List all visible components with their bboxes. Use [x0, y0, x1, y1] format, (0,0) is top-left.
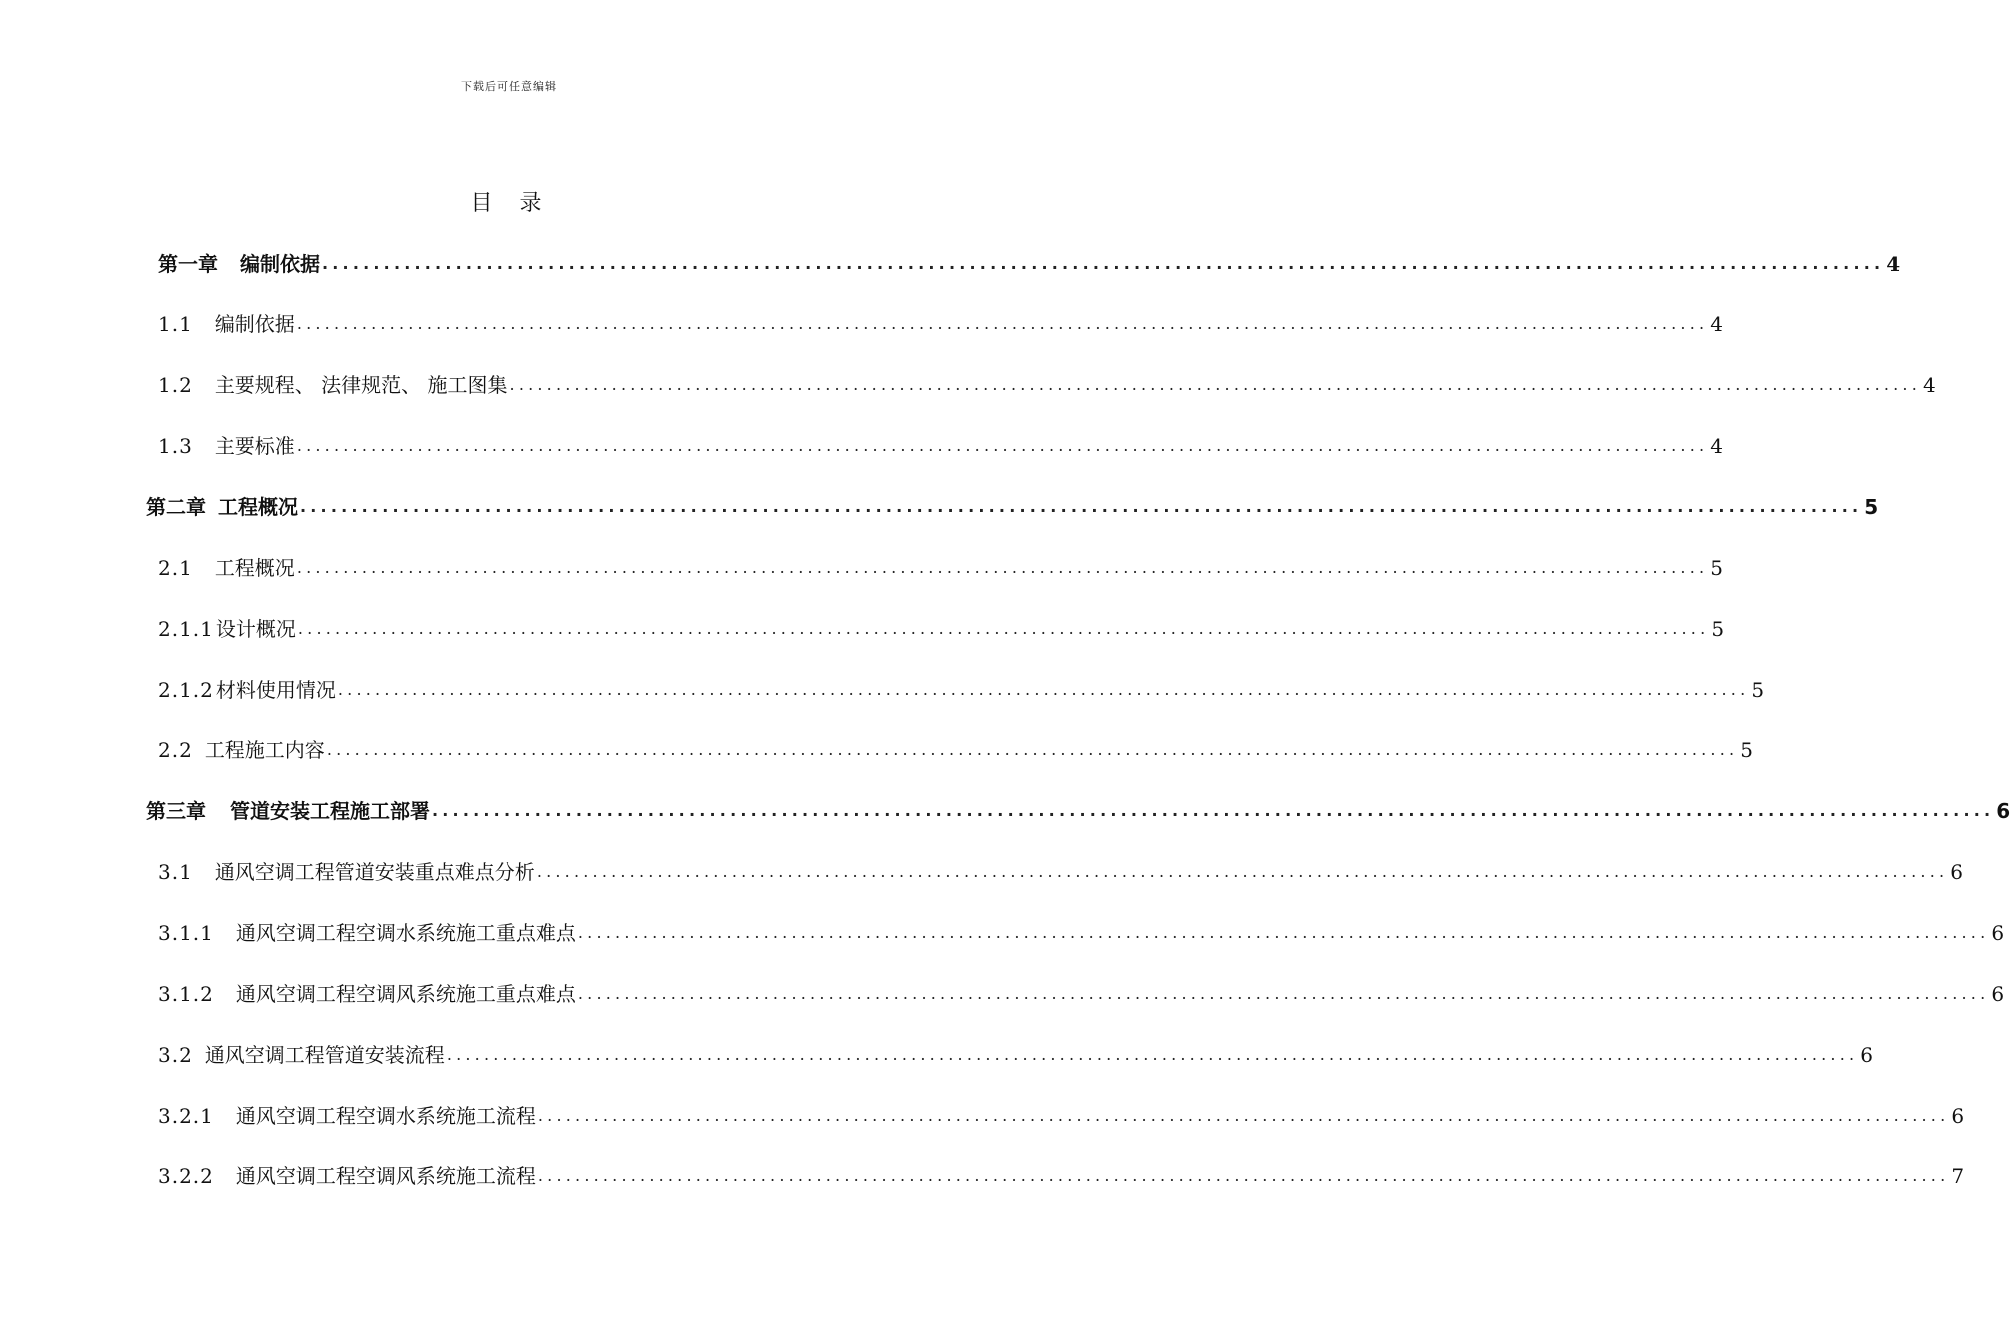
toc-entry-title: 通风空调工程空调风系统施工重点难点 — [235, 982, 576, 1006]
toc-entry-page: 4 — [1710, 312, 1724, 336]
toc-leader-dots: ........................................................................................................................................................ — [509, 375, 1921, 394]
toc-entry-number: 2.1.1 — [158, 617, 214, 641]
toc-entry-page: 7 — [1951, 1164, 1965, 1188]
toc-title: 目 录 — [470, 191, 552, 216]
toc-entry-3-2-2[interactable] — [158, 1161, 1965, 1191]
toc-entry-chapter-2[interactable] — [146, 492, 1879, 522]
toc-entry-title: 通风空调工程空调风系统施工流程 — [235, 1164, 536, 1188]
header-note: 下载后可任意编辑 — [461, 80, 557, 93]
toc-entry-number: 2.1 — [158, 556, 193, 580]
toc-entry-2-1-1[interactable] — [158, 614, 1725, 644]
toc-entry-title: 工程施工内容 — [204, 738, 325, 762]
toc-entry-2-1-2[interactable] — [158, 675, 1765, 705]
toc-entry-number: 3.2 — [158, 1043, 193, 1067]
toc-entry-page: 6 — [1991, 982, 2005, 1006]
toc-entry-page: 6 — [1991, 921, 2005, 945]
toc-entry-1-3[interactable] — [158, 431, 1724, 461]
toc-leader-dots: ........................................................................................................................................................ — [296, 314, 1709, 333]
toc-leader-dots: ........................................................................................................................................................ — [537, 1166, 1950, 1185]
toc-entry-3-2-1[interactable] — [158, 1101, 1965, 1131]
toc-entry-page: 4 — [1886, 252, 1901, 276]
toc-entry-title: 管道安装工程施工部署 — [230, 799, 430, 823]
toc-entry-number: 2.2 — [158, 738, 193, 762]
toc-entry-1-2[interactable] — [158, 370, 1936, 400]
toc-entry-page: 5 — [1751, 678, 1765, 702]
toc-entry-page: 5 — [1864, 495, 1879, 519]
toc-entry-number: 第二章 — [146, 495, 206, 519]
toc-leader-dots: ........................................................................................................................................................ — [536, 862, 1949, 881]
toc-entry-page: 6 — [1860, 1043, 1874, 1067]
toc-entry-number: 3.1 — [158, 860, 193, 884]
toc-entry-2-1[interactable] — [158, 553, 1724, 583]
toc-leader-dots: ........................................................................................................................................................ — [577, 923, 1990, 942]
toc-entry-title: 材料使用情况 — [215, 678, 336, 702]
toc-leader-dots: ........................................................................................................................................................ — [326, 740, 1739, 759]
toc-entry-page: 6 — [1950, 860, 1964, 884]
toc-entry-number: 第三章 — [146, 799, 206, 823]
toc-leader-dots: ........................................................................................................................................................ — [297, 619, 1710, 638]
toc-entry-number: 1.1 — [158, 312, 193, 336]
toc-entry-page: 4 — [1710, 434, 1724, 458]
toc-entry-title: 编制依据 — [214, 312, 295, 336]
toc-leader-dots: ........................................................................................................................................................ — [322, 254, 1885, 273]
toc-entry-title: 通风空调工程管道安装流程 — [204, 1043, 445, 1067]
toc-entry-number: 3.2.1 — [158, 1104, 214, 1128]
toc-leader-dots: ........................................................................................................................................................ — [432, 801, 1995, 820]
toc-leader-dots: ........................................................................................................................................................ — [296, 436, 1709, 455]
toc-entry-chapter-3[interactable] — [146, 796, 2010, 826]
toc-entry-title: 通风空调工程管道安装重点难点分析 — [214, 860, 535, 884]
toc-leader-dots: ........................................................................................................................................................ — [537, 1106, 1950, 1125]
toc-leader-dots: ........................................................................................................................................................ — [337, 680, 1750, 699]
toc-entry-3-1-1[interactable] — [158, 918, 2005, 948]
toc-entry-title: 主要标准 — [214, 434, 295, 458]
toc-entry-number: 3.1.2 — [158, 982, 214, 1006]
toc-leader-dots: ........................................................................................................................................................ — [300, 497, 1863, 516]
toc-entry-2-2[interactable] — [158, 735, 1754, 765]
toc-entry-number: 2.1.2 — [158, 678, 214, 702]
toc-entry-page: 4 — [1923, 373, 1936, 397]
toc-entry-page: 5 — [1711, 617, 1725, 641]
toc-entry-number: 第一章 — [158, 252, 218, 276]
toc-entry-page: 6 — [1996, 799, 2010, 823]
toc-entry-3-1-2[interactable] — [158, 979, 2005, 1009]
toc-entry-title: 通风空调工程空调水系统施工流程 — [235, 1104, 536, 1128]
toc-entry-number: 1.3 — [158, 434, 193, 458]
toc-entry-number: 3.2.2 — [158, 1164, 214, 1188]
toc-leader-dots: ........................................................................................................................................................ — [577, 984, 1990, 1003]
toc-entry-chapter-1[interactable] — [158, 249, 1901, 279]
toc-entry-number: 1.2 — [158, 373, 193, 397]
toc-entry-title: 通风空调工程空调水系统施工重点难点 — [235, 921, 576, 945]
toc-entry-page: 5 — [1710, 556, 1724, 580]
toc-entry-title: 设计概况 — [215, 617, 296, 641]
toc-entry-1-1[interactable] — [158, 309, 1724, 339]
toc-entry-page: 6 — [1951, 1104, 1965, 1128]
toc-entry-3-2[interactable] — [158, 1040, 1874, 1070]
toc-entry-number: 3.1.1 — [158, 921, 214, 945]
toc-entry-title: 主要规程、 法律规范、 施工图集 — [214, 373, 508, 397]
toc-entry-page: 5 — [1740, 738, 1754, 762]
toc-leader-dots: ........................................................................................................................................................ — [446, 1045, 1859, 1064]
toc-entry-title: 工程概况 — [214, 556, 295, 580]
toc-entry-title: 编制依据 — [240, 252, 320, 276]
toc-leader-dots: ........................................................................................................................................................ — [296, 558, 1709, 577]
toc-entry-title: 工程概况 — [218, 495, 298, 519]
toc-entry-3-1[interactable] — [158, 857, 1964, 887]
